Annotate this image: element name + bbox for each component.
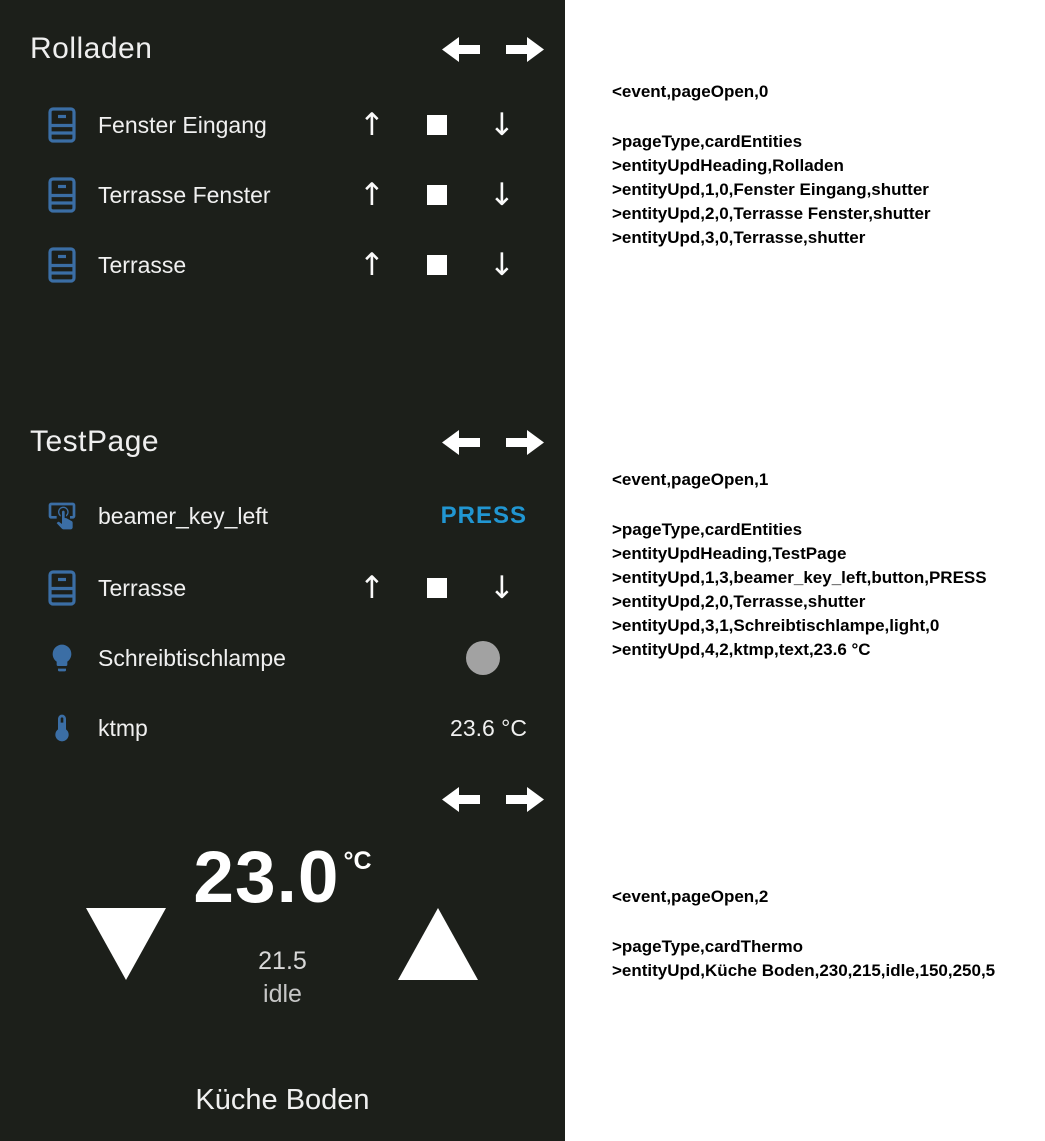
arrow-down-icon: ↓	[489, 246, 515, 283]
card-thermo-nav	[442, 785, 544, 814]
log-event-line: <event,pageOpen,1	[612, 470, 769, 489]
arrow-left-bold-icon	[442, 785, 480, 814]
temperature-unit: °C	[343, 847, 372, 875]
entity-label: Fenster Eingang	[98, 111, 267, 138]
light-toggle-switch[interactable]	[470, 646, 527, 671]
toggle-knob	[466, 641, 500, 675]
shutter-stop-button[interactable]	[417, 242, 457, 288]
shutter-stop-button[interactable]	[417, 172, 457, 218]
page-next-button[interactable]	[506, 428, 544, 457]
log-event-line: <event,pageOpen,2	[612, 887, 769, 906]
window-shutter-icon	[46, 569, 78, 607]
log-line: >entityUpd,2,0,Terrasse,shutter	[612, 592, 866, 611]
shutter-down-button[interactable]	[482, 242, 522, 288]
stop-icon	[427, 255, 447, 275]
log-line: >entityUpd,1,0,Fenster Eingang,shutter	[612, 180, 929, 199]
entity-row-terrasse	[0, 235, 565, 295]
entity-label: Terrasse	[98, 251, 187, 278]
log-line: >entityUpd,3,0,Terrasse,shutter	[612, 228, 866, 247]
arrow-right-bold-icon	[506, 428, 544, 457]
page-prev-button[interactable]	[442, 785, 480, 814]
current-temperature	[0, 837, 565, 918]
shutter-controls	[352, 95, 522, 155]
target-temperature: 21.5	[258, 947, 307, 975]
arrow-up-icon: ↑	[359, 106, 385, 143]
shutter-controls	[352, 558, 522, 618]
entity-row-beamer-key-left	[0, 486, 565, 546]
shutter-controls	[352, 165, 522, 225]
shutter-stop-button[interactable]	[417, 102, 457, 148]
arrow-down-icon: ↓	[489, 569, 515, 606]
log-line: >entityUpd,2,0,Terrasse Fenster,shutter	[612, 204, 931, 223]
arrow-down-icon: ↓	[489, 106, 515, 143]
log-block-page2	[612, 885, 995, 983]
log-line: >pageType,cardThermo	[612, 937, 803, 956]
card-testpage-title: TestPage	[30, 425, 160, 458]
temperature-value: 23.6 °C	[450, 714, 527, 741]
entity-row-terrasse-2	[0, 558, 565, 618]
log-event-line: <event,pageOpen,0	[612, 82, 769, 101]
arrow-down-icon: ↓	[489, 176, 515, 213]
arrow-left-bold-icon	[442, 35, 480, 64]
shutter-down-button[interactable]	[482, 565, 522, 611]
shutter-up-button[interactable]	[352, 565, 392, 611]
shutter-controls	[352, 235, 522, 295]
log-line: >entityUpdHeading,Rolladen	[612, 156, 844, 175]
arrow-up-icon: ↑	[359, 569, 385, 606]
log-line: >entityUpd,1,3,beamer_key_left,button,PRESS	[612, 568, 987, 587]
page-prev-button[interactable]	[442, 35, 480, 64]
arrow-left-bold-icon	[442, 428, 480, 457]
shutter-up-button[interactable]	[352, 102, 392, 148]
shutter-up-button[interactable]	[352, 242, 392, 288]
current-temperature-value: 23.0	[193, 837, 340, 918]
log-line: >entityUpd,Küche Boden,230,215,idle,150,250,5	[612, 961, 996, 980]
log-line: >entityUpd,4,2,ktmp,text,23.6 °C	[612, 640, 871, 659]
window-shutter-icon	[46, 106, 78, 144]
stop-icon	[427, 578, 447, 598]
stop-icon	[427, 185, 447, 205]
entity-row-terrasse-fenster	[0, 165, 565, 225]
page-prev-button[interactable]	[442, 428, 480, 457]
arrow-right-bold-icon	[506, 785, 544, 814]
card-testpage-nav	[442, 428, 544, 457]
log-line: >pageType,cardEntities	[612, 132, 803, 151]
lightbulb-icon	[46, 639, 78, 677]
entity-label: Schreibtischlampe	[98, 644, 286, 671]
log-line: >pageType,cardEntities	[612, 520, 803, 539]
thermometer-icon	[46, 709, 78, 747]
entity-label: beamer_key_left	[98, 502, 269, 529]
entity-label: Terrasse Fenster	[98, 181, 271, 208]
shutter-up-button[interactable]	[352, 172, 392, 218]
card-rolladen-title: Rolladen	[30, 32, 153, 65]
card-rolladen-nav	[442, 35, 544, 64]
hvac-state: idle	[263, 980, 302, 1008]
arrow-up-icon: ↑	[359, 176, 385, 213]
window-shutter-icon	[46, 246, 78, 284]
arrow-up-icon: ↑	[359, 246, 385, 283]
entity-label: Terrasse	[98, 574, 187, 601]
log-line: >entityUpdHeading,TestPage	[612, 544, 847, 563]
gesture-tap-button-icon	[46, 497, 78, 535]
log-block-page1	[612, 468, 987, 662]
window-shutter-icon	[46, 176, 78, 214]
log-block-page0	[612, 80, 931, 250]
page-next-button[interactable]	[506, 35, 544, 64]
page-next-button[interactable]	[506, 785, 544, 814]
shutter-down-button[interactable]	[482, 172, 522, 218]
entity-row-schreibtischlampe	[0, 628, 565, 688]
shutter-down-button[interactable]	[482, 102, 522, 148]
thermostat-title: Küche Boden	[195, 1084, 370, 1116]
entity-row-fenster-eingang	[0, 95, 565, 155]
arrow-right-bold-icon	[506, 35, 544, 64]
stop-icon	[427, 115, 447, 135]
shutter-stop-button[interactable]	[417, 565, 457, 611]
log-line: >entityUpd,3,1,Schreibtischlampe,light,0	[612, 616, 940, 635]
entity-label: ktmp	[98, 714, 148, 741]
press-button[interactable]: PRESS	[440, 502, 527, 529]
entity-row-ktmp	[0, 698, 565, 758]
